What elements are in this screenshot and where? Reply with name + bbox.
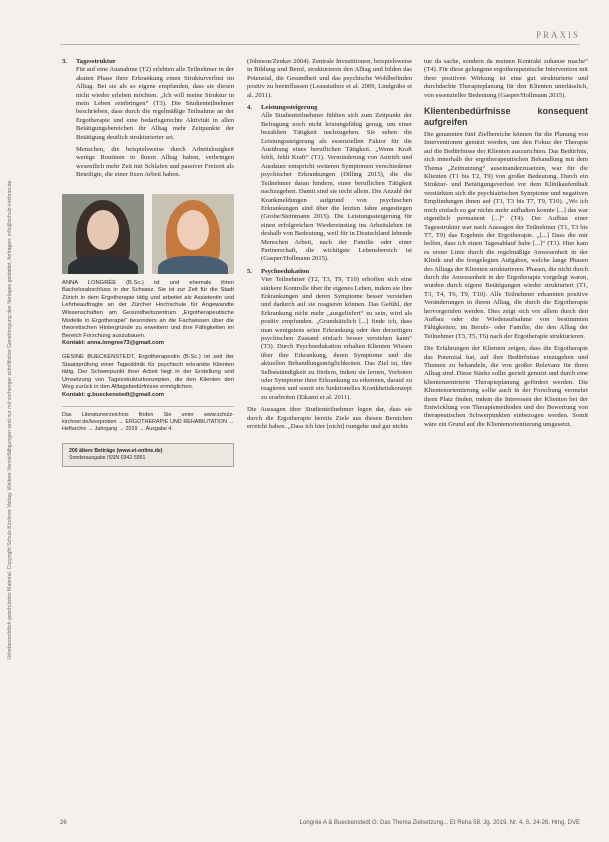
photo-shoulders [158,256,228,274]
photo-shoulders [68,256,138,274]
info-box-line: Sonderausgabe ISSN 0342-5991 [69,455,146,462]
item-body [261,268,412,407]
author-photo-gesine-bueckenstedt [152,194,234,274]
section-heading: Klientenbedürfnisse konsequent aufgreifen [424,106,588,127]
item-body [261,104,412,268]
references-note: Das Literaturverzeichnis finden Sie unter www.schulz-kirchner.de/leseproben → ERGOTHERAPIE UND REHABILITATION → Heftarchiv → Jahrgang → 2019 → Ausgabe 4. [62,406,234,434]
photo-face [177,210,209,250]
column-left [62,58,234,467]
column-middle [247,58,412,435]
photo-face [87,210,119,250]
bio-contact: Kontakt: g.bueckenstedt@gmail.com [62,392,164,398]
paragraph: Vier Teilnehmer (T2, T3, T9, T10) erhoffen sich eine stärkere Kontrolle über ihr eigenes Leben, indem sie ihre Erkrankungen und deren Symptome besser verstehen und dadurch auf sie reagieren können. Das Gefühl, der Erkrankung nicht mehr „ausgeliefert“ zu sein, wird als positiv empfunden. „Grundsätzlich [...] finde ich, dass man wenigstens seine Erkrankung oder den derzeitigen psychischen Zustand einfach besser verstehen kann“ (T3). Durch Psychoedukation erhalten Klienten Wissen über ihre Erkrankung, deren Symptome und die aktuellen Behandlungsmöglichkeiten. Das Ziel ist, ihre Selbstständigkeit zu fördern, indem sie lernen, Vorboten oder Symptome ihrer Erkrankung zu erkennen, darauf zu reagieren und somit ein funktionelles Krankheitskonzept zu erarbeiten (Eikami et al. 2011). [261,276,412,401]
item-title: Psychoedukation [261,267,309,275]
info-box [62,443,234,467]
author-bio-2 [62,354,234,400]
item-title: Leistungssteigerung [261,104,318,112]
column-right [424,58,588,433]
bio-contact: Kontakt: anna.longree73@gmail.com [62,340,164,347]
header-title: PRAXIS [535,30,580,40]
footer-citation: Longrée A & Bueckenstedt G: Das Thema Zielsetzung... Et Reha 58. Jg. 2019, Nr. 4, S. 24-26, Hmg. DVE [299,820,580,826]
item-body [76,58,234,184]
list-item-5 [247,268,412,407]
copyright-notice-text: Urheberrechtlich geschütztes Material. Copyright Schulz-Kirchner Verlag. Weitere Vervielfältigungen sind nur mit vorheriger schriftlicher Genehmigung des Verlages gestattet. Anfragen: info@schulz-kirchner.de [7,180,13,660]
author-photos [62,194,234,274]
list-item-4 [247,104,412,268]
paragraph: Die Aussagen über Studienteilnehmer legen dar, dass sie durch die Ergotherapie bereits Ziele aus diesen Bereichen erreicht haben. „Dass ich hier [nicht] rumgehe und gar nichts [247,406,412,431]
page-number: 26 [60,820,67,826]
list-item-3 [62,58,234,184]
paragraph: Menschen, die beispielsweise durch Arbeitslosigkeit wenige Routinen in ihrem Alltag haben, verbringen wesentlich mehr Zeit mit Schlafen und passiver Freizeit als Beteiligte, die einer fixen Arbeit haben. [76,146,234,179]
author-bio-1 [62,280,234,348]
paragraph: tue da sache, sondern da meinen Kontrakt zuhause mache“ (T4). Für diese gelungene ergotherapeutische Intervention mit ihrer positiven Wirkung ist eine gut strukturierte und durchdachte Therapieplanung für den Klienten unerlässlich, von essenzieller Bedeutung (Gasper/Hollmann 2015). [424,58,588,99]
item-number: 4. [247,104,252,112]
item-number: 3. [62,58,67,65]
paragraph: (Johnson/Zenker 2004). Zentrale Investitionen, beispielsweise in Bildung und Beruf, strukturieren den Alltag und bilden das Potenzial, die Gesundheit und das psychische Wohlbefinden positiv zu beeinflussen (Leaustathoz et al. 2009, Lindgräbe et al. 2011). [247,58,412,99]
paragraph: Für auf eine Ausnahme (T2) erlebten alle Teilnehmer in der akuten Phase ihrer Erkrankung einen Strukturverlust im Alltag. Bei sie als so eigene empfanden, dass sie diesen nicht wieder erleben möchten. „Ich will meine Struktur in mein Leben reinbringen“ (T3). Die Studienteilnehmer beschrieben, dass durch die regelmäßige Teilnahme an der Ergotherapie und eine bedarfsgerechte Aktivität in allen Betätigungsbereichen ihr Alltag mehr Zeitpunkte der Betätigung deutlich strukturierter sei. [76,66,234,141]
bio-text: GESINE BUECKENSTEDT, Ergotherapeutin (B.Sc.) ist seit der Staatsprüfung einer Tagesklinik für psychisch erkrankte Klienten tätig. Der Schwerpunkt ihrer Arbeit liegt in der Erstellung und Umsetzung von Tagesstrukturkonzepten, die den Klienten den Weg zurück in den Alltagsbedürfnisse ermöglichen. [62,354,234,391]
paragraph: Die Erfahrungen der Klienten zeigen, dass die Ergotherapie das Potenzial hat, auf ihre Bedürfnisse einzugehen und Themen zu behandeln, die von großer Relevanz für ihren Alltag sind. Diese Stärke sollte gezielt genutzt und durch eine klientenzentrierte Therapieplanung gefördert werden. Die Klientenorientierung sollte auch in der Forschung vermehrt ihren Platz finden, indem die Interessen der Klienten bei der Entwicklung von Therapiemethoden und der Bewertung von therapeutischen Schwerpunkten einbezogen werden. Somit wäre ein Grund auf die Klientenorientierung umgesetzt. [424,345,588,428]
copyright-notice [3,50,17,790]
item-title: Tagesstruktur [76,58,116,65]
author-photo-anna-longree [62,194,144,274]
info-box-line: 200 ältere Beiträge (www.et-online.de) [69,448,163,455]
running-header [60,28,580,45]
paragraph: Die genannten fünf Zielbereiche können für die Planung von Interventionen genutzt werden, um den Fokus der Therapie auf die Bedürfnisse der Klienten auszurichten. Das Bedürfnis, sich innerhalb der ergotherapeutischen Behandlung mit dem Thema „Zeitnutzung“ auseinanderzusetzen, war für die Klienten (T1 bis T2, T9) von großer Bedeutung. Durch ein Struktur- und Betätigungsverlust vor dem Klinikaufenthalt verstärkten sich die psychiatrischen Symptome und negativen Empfindungen ihnen auf (T1, T3 bis T7, T9, T10). „Wo ich mich einfach so gar nichts mehr aufhalten konnte [...] das war eigentlich permanent [...]“ (T4). Der Aufbau einer Tagesstruktur war nach Aussagen der Teilnehmer (T1, T3 bis T7, T9) das Ergebnis der Ergotherapie. „[...] Dass die mir helfen, dass ich einen Tagesablauf habe [...]“ (T1). Hier kam es erster Linie durch die regelmäßige Anwesenheit in der Klinik und die festgelegten Aufgaben, welche lange Phasen des Alltags der Klienten strukturieren. Phasen, die nicht durch durch die Anwesenheit in der Ergotherapie vorgelegt waren, wurden durch eigene Betätigungen wieder strukturiert (T1, T3, T4, T6, T9, T10). Alle Teilnehmer erkannten positive Veränderungen in ihrem Alltag, die durch die Ergotherapie hervorgerufen werden. Dies zeigt sich vor allem durch den Aufbau oder die Wiederaufnahme von bestimmten Fähigkeiten, im Berufs- oder Familie, die den Alltag der Teilnehmer (T3, T5, T6) nach der Ergotherapie strukturieren. [424,131,588,340]
paragraph: Alle Studienteilnehmer fühlten sich zum Zeitpunkt der Befragung noch nicht leistungsfähig genug, um einer bezahlten Tätigkeit nachzugehen. Sie sehen die Leistungssteigerung als essenziellen Faktor für die Ausübung eines beruflichen Tätigkeit. „Wenn Kraft fehlt, fehlt Kraft“ (T1). Verminderung von Antrieb und Ausdauer entspricht weiteren Symptomen verschiedener psychischer Erkrankungen (Dilling 2015), die die Teilnehmer daran hindern, einer beruflichen Tätigkeit nachzugehen. Damit sind sie nicht allein. Die Anzahl der Krankmeldungen aufgrund von psychischen Erkrankungen sind über die letzten Jahre angestiegen (Grobe/Steinmann 2015). Die Leistungssteigerung für einen erfolgreichen Wiedereinstieg ins Arbeitsleben ist deshalb von Bedeutung, weil für in Deutschland lebende Menschen Arbeit, nach der Familie oder einer Partnerschaft, die wichtigste Lebensbereich ist (Gasper/Hollmann 2015). [261,112,412,263]
bio-text: ANNA LONGRÉE (B.Sc.) ist und ehemals ihren Bachelorabschluss in der Schweiz. Sie ist zur Zeit für die Stadt Zürich in dem Ergotherapie tätig und arbeitet als Assistentin und Lehrbeauftragte an der Zürcher Hochschule für Angewandte Wissenschaften am Gesundheitszentrum „Ergotherapeutische Modelle in Ergotherapie“ besonders an die Fachwissen über die theoretischen Hintergründe zu erweitern und ihre Fähigkeiten im Bereich Forschung auszubauen. [62,279,234,339]
item-number: 5. [247,267,252,275]
